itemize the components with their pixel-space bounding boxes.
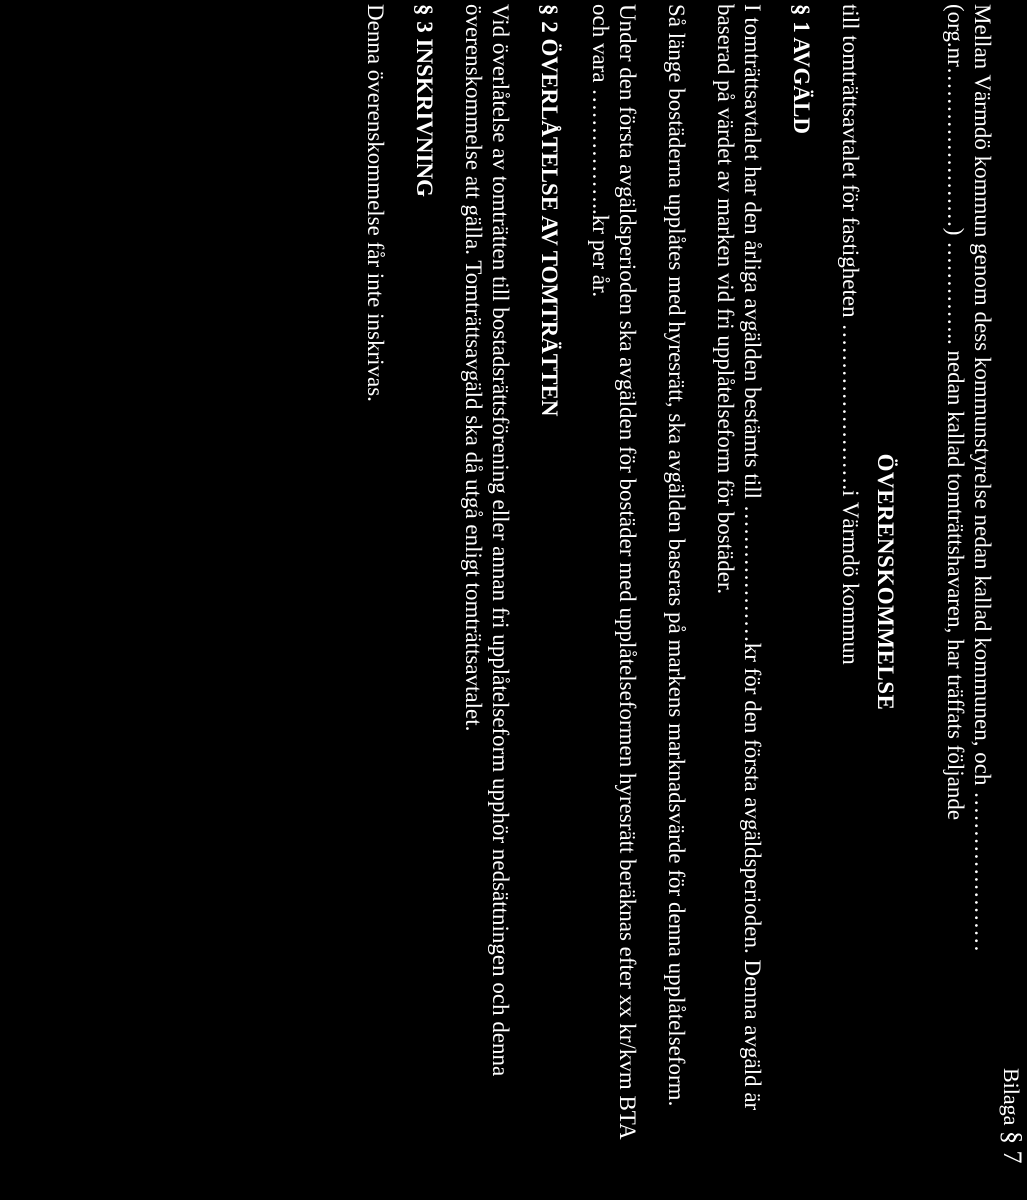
intro-paragraph: Mellan Värmdö kommun genom dess kommunstyrelse nedan kallad kommunen, och ………………… (org.nr…………………) ………….. nedan kallad tomträttshavaren, har träffats följande [943,4,995,953]
section-2-heading: § 2 ÖVERLÅTELSE AV TOMTRÄTTEN [537,4,562,417]
section-3-heading: § 3 INSKRIVNING [412,4,437,197]
section-1-heading: § 1 AVGÄLD [789,4,814,134]
section-1-paragraph-2: Så länge bostäderna upplåtes med hyresrätt, ska avgälden baseras på markens marknadsvärde för denna upplåtelseform. [664,4,689,1107]
annex-label-text: Bilaga [999,1068,1024,1126]
section-1-paragraph-3: Under den första avgäldsperioden ska avgälden för bostäder med upplåtelseformen hyresrätt beräknas efter xx kr/kvm BTA och vara ……………..kr per år. [588,4,640,1139]
annex-label [997,1068,1026,1163]
section-2-paragraph-1: Vid överlåtelse av tomträtten till bostadsrättsförening eller annan fri upplåtelseform upphör nedsättningen och denna överenskommelse att gälla. Tomträttsavgäld ska då utgå enligt tomträttsavtalet. [461,4,513,1077]
annex-number: § 7 [998,1130,1027,1164]
section-3-paragraph-1: Denna överenskommelse får inte inskrivas. [363,4,388,402]
property-line: till tomträttsavtalet för fastigheten ………………….i Värmdö kommun [838,4,863,665]
section-1-paragraph-1: I tomträttsavtalet har den årliga avgälden bestämts till ………………kr för den första avgäldsperioden. Denna avgäld är baserad på värdet av marken vid fri upplåtelseform för bostäder. [713,4,765,1111]
document-title: ÖVERENSKOMMELSE [873,453,898,711]
